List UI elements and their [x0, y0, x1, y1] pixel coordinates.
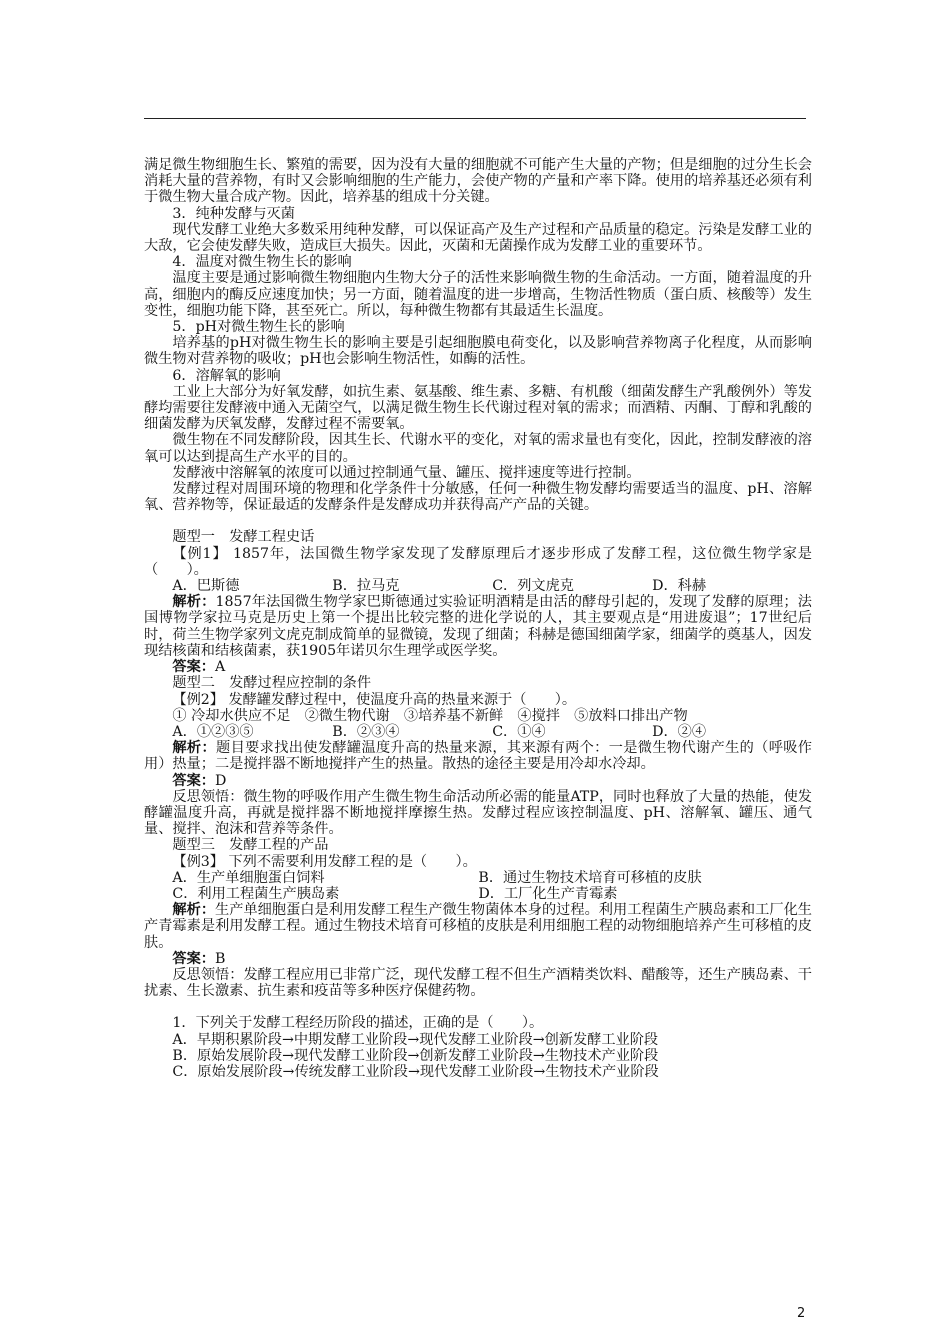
answer-value: D [214, 772, 227, 789]
option-a: A．巴斯德 [172, 578, 240, 595]
analysis-label: 解析： [172, 902, 216, 919]
example2-answer [144, 773, 812, 789]
intro-paragraph: 温度主要是通过影响微生物细胞内生物大分子的活性来影响微生物的生命活动。一方面，随着温度的升高，细胞内的酶反应速度加快；另一方面，随着温度的进一步增高，生物活性物质（蛋白质、核酸等）发生变性，细胞功能下降，甚至死亡。所以，每种微生物都有其最适生长温度。 [144, 270, 812, 319]
analysis-text: 1857年法国微生物学家巴斯德通过实验证明酒精是由活的酵母引起的，发现了发酵的原理；法国博物学家拉马克是历史上第一个提出比较完整的进化学说的人，其主要观点是“用进废退”；17世纪后时，荷兰生物学家列文虎克制成简单的显微镜，发现了细菌；科赫是德国细菌学家，细菌学的奠基人，因发现结核菌和结核菌素，获1905年诺贝尔生理学或医学奖。 [144, 594, 812, 659]
intro-paragraph: 发酵液中溶解氧的浓度可以通过控制通气量、罐压、搅拌速度等进行控制。 [172, 464, 641, 481]
exercise1-option-a: A．早期积累阶段→中期发酵工业阶段→现代发酵工业阶段→创新发酵工业阶段 [172, 1031, 659, 1048]
section-heading: 3．纯种发酵与灭菌 [172, 205, 295, 222]
exercise1-question: 1．下列关于发酵工程经历阶段的描述，正确的是（ ）。 [172, 1015, 544, 1032]
analysis-label: 解析： [172, 740, 217, 757]
intro-paragraph: 现代发酵工业绝大多数采用纯种发酵，可以保证高产及生产过程和产品质量的稳定。污染是发酵工业的大敌，它会使发酵失败，造成巨大损失。因此，灭菌和无菌操作成为发酵工业的重要环节。 [144, 221, 812, 255]
analysis-label: 解析： [172, 594, 216, 611]
option-c: C．利用工程菌生产胰岛素 [172, 885, 340, 902]
intro-paragraph: 满足微生物细胞生长、繁殖的需要，因为没有大量的细胞就不可能产生大量的产物；但是细胞的过分生长会消耗大量的营养物，有时又会影响细胞的生产能力，会使产物的产量和产率下降。使用的培养基还必须有利于微生物大量合成产物。因此，培养基的组成十分关键。 [144, 157, 812, 206]
type1-heading: 题型一 发酵工程史话 [172, 529, 315, 546]
example3-options-row2 [144, 886, 812, 902]
answer-label: 答案： [172, 659, 215, 676]
example3-answer [144, 951, 812, 967]
example2-question: 【例2】 发酵罐发酵过程中，使温度升高的热量来源于（ ）。 [172, 691, 577, 708]
intro-paragraph: 微生物在不同发酵阶段，因其生长、代谢水平的变化，对氧的需求量也有变化，因此，控制发酵液的溶氧可以达到提高生产水平的目的。 [144, 432, 812, 465]
example3-reflection: 反思领悟：发酵工程应用已非常广泛，现代发酵工程不但生产酒精类饮料、醋酸等，还生产胰岛素、干扰素、生长激素、抗生素和疫苗等多种医疗保健药物。 [144, 966, 812, 1000]
option-b: B．拉马克 [332, 578, 400, 595]
answer-value: A [214, 659, 226, 676]
section-heading: 5．pH对微生物生长的影响 [172, 319, 345, 336]
analysis-text: 题目要求找出使发酵罐温度升高的热量来源，其来源有两个：一是微生物代谢产生的（呼吸作用）热量；二是搅拌器不断地搅拌产生的热量。散热的途径主要是用冷却水冷却。 [144, 740, 812, 773]
answer-label: 答案： [172, 772, 215, 789]
option-c: C．①④ [492, 723, 546, 740]
exercise1-option-c: C．原始发展阶段→传统发酵工业阶段→现代发酵工业阶段→生物技术产业阶段 [172, 1063, 659, 1080]
option-d: D．科赫 [652, 578, 707, 595]
option-c: C．列文虎克 [492, 578, 574, 595]
intro-paragraph: 发酵过程对周围环境的物理和化学条件十分敏感，任何一种微生物发酵均需要适当的温度、pH、溶解氧、营养物等，保证最适的发酵条件是发酵成功并获得高产产品的关键。 [144, 481, 812, 514]
option-b: B．②③④ [332, 723, 400, 740]
option-a: A．生产单细胞蛋白饲料 [172, 869, 325, 886]
option-a: A．①②③⑤ [172, 723, 254, 740]
example1-question: 【例1】 1857年，法国微生物学家发现了发酵原理后才逐步形成了发酵工程，这位微生物学家是（ ）。 [144, 545, 812, 578]
example1-options [144, 578, 812, 594]
option-b: B．通过生物技术培育可移植的皮肤 [478, 869, 702, 886]
header-rule [144, 118, 806, 119]
example2-options [144, 724, 812, 740]
example1-answer [144, 659, 812, 675]
page-content [144, 157, 812, 1080]
example1-analysis [144, 594, 812, 659]
intro-paragraph: 培养基的pH对微生物生长的影响主要是引起细胞膜电荷变化，以及影响营养物离子化程度，从而影响微生物对营养物的吸收；pH也会影响生物活性，如酶的活性。 [144, 335, 812, 368]
answer-label: 答案： [172, 950, 215, 967]
example3-analysis [144, 902, 812, 951]
section-heading: 6．溶解氧的影响 [172, 367, 281, 384]
answer-value: B [214, 950, 226, 967]
example2-analysis [144, 740, 812, 772]
type2-heading: 题型二 发酵过程应控制的条件 [172, 675, 372, 692]
option-d: D．②④ [652, 723, 707, 740]
spacer [144, 999, 812, 1015]
spacer [144, 513, 812, 529]
example3-options-row1 [144, 870, 812, 886]
exercise1-option-b: B．原始发展阶段→现代发酵工业阶段→创新发酵工业阶段→生物技术产业阶段 [172, 1047, 659, 1064]
section-heading: 4．温度对微生物生长的影响 [172, 254, 352, 271]
page-number: 2 [797, 1306, 806, 1321]
option-d: D．工厂化生产青霉素 [478, 885, 618, 902]
example3-question: 【例3】 下列不需要利用发酵工程的是（ ）。 [172, 853, 477, 870]
example2-items: ① 冷却水供应不足 ②微生物代谢 ③培养基不新鲜 ④搅拌 ⑤放料口排出产物 [172, 707, 688, 724]
example2-reflection: 反思领悟：微生物的呼吸作用产生微生物生命活动所必需的能量ATP，同时也释放了大量的热能，使发酵罐温度升高，再就是搅拌器不断地搅拌摩擦生热。发酵过程应该控制温度、pH、溶解氧、罐压、通气量、搅拌、泡沫和营养等条件。 [144, 788, 812, 838]
intro-paragraph: 工业上大部分为好氧发酵，如抗生素、氨基酸、维生素、多糖、有机酸（细菌发酵生产乳酸例外）等发酵均需要往发酵液中通入无菌空气，以满足微生物生长代谢过程对氧的需求；而酒精、丙酮、丁醇和乳酸的细菌发酵为厌氧发酵，发酵过程不需要氧。 [144, 383, 812, 433]
analysis-text: 生产单细胞蛋白是利用发酵工程生产微生物菌体本身的过程。利用工程菌生产胰岛素和工厂化生产青霉素是利用发酵工程。通过生物技术培育可移植的皮肤是利用细胞工程的动物细胞培养产生可移植的皮肤。 [144, 902, 812, 951]
type3-heading: 题型三 发酵工程的产品 [172, 837, 329, 854]
